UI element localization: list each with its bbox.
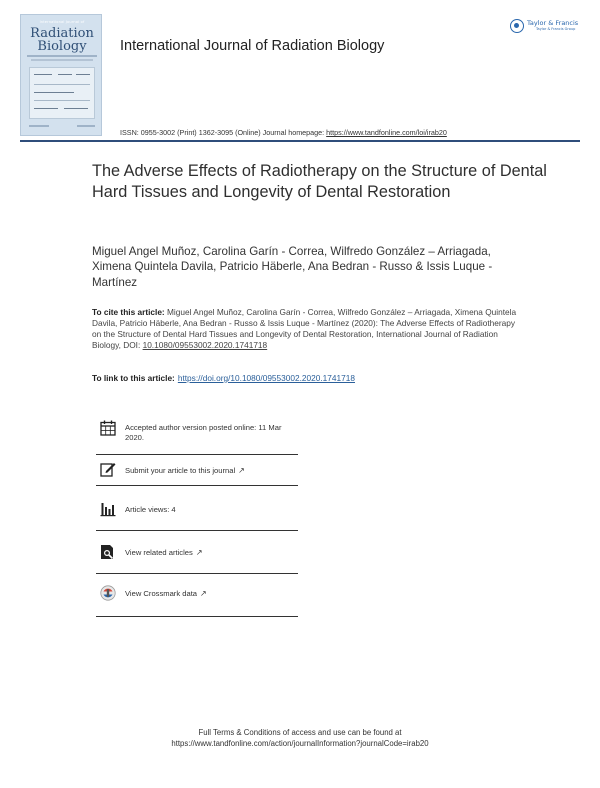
citation-doi-link[interactable]: 10.1080/09553002.2020.1741718	[142, 340, 268, 350]
external-link-icon: ↗	[200, 589, 207, 598]
article-title: The Adverse Effects of Radiotherapy on the Structure of Dental Hard Tissues and Longevity of Dental Restoration	[92, 162, 547, 201]
footer-terms-link[interactable]: https://www.tandfonline.com/action/journalInformation?journalCode=irab20	[171, 739, 429, 748]
cover-decoration	[29, 125, 49, 127]
article-authors: Miguel Angel Muñoz, Carolina Garín - Correa, Wilfredo González – Arriagada, Ximena Quintela Davila, Patricio Häberle, Ana Bedran - Russo & Issis Luque - Martínez	[92, 245, 493, 289]
publisher-name: Taylor & Francis	[527, 19, 579, 27]
article-views-text: Article views: 4	[125, 505, 176, 514]
bar-chart-icon	[100, 501, 116, 517]
crossmark-icon	[100, 585, 116, 601]
article-doi-link[interactable]: https://doi.org/10.1080/09553002.2020.1741718	[177, 373, 355, 383]
cover-title: Radiation Biology	[30, 26, 94, 54]
publisher-tagline: Taylor & Francis Group	[536, 27, 576, 31]
citation-block	[92, 307, 517, 351]
footer-terms-text: Full Terms & Conditions of access and use can be found at	[198, 728, 402, 737]
article-link-label: To link to this article:	[92, 373, 175, 383]
publisher-logo-icon	[510, 19, 524, 33]
journal-name: International Journal of Radiation Biology	[120, 38, 385, 54]
cover-top-text: International Journal of	[39, 20, 85, 24]
crossmark-row[interactable]	[96, 574, 298, 617]
crossmark-link[interactable]: View Crossmark data ↗	[125, 589, 207, 598]
journal-cover-image	[20, 14, 102, 136]
issn-line	[120, 128, 447, 137]
issn-text: ISSN: 0955-3002 (Print) 1362-3095 (Online) Journal homepage:	[120, 128, 327, 137]
cover-decoration	[31, 59, 93, 61]
cover-figure	[29, 67, 95, 119]
journal-homepage-link[interactable]: https://www.tandfonline.com/loi/irab20	[326, 128, 447, 137]
related-articles-icon	[100, 544, 116, 560]
cover-decoration	[77, 125, 95, 127]
citation-label: To cite this article:	[92, 307, 165, 317]
accepted-version-text: Accepted author version posted online: 11 Mar 2020.	[125, 423, 282, 442]
related-articles-row[interactable]	[96, 531, 298, 574]
publisher-logo[interactable]	[510, 17, 584, 39]
header-rule	[20, 140, 580, 142]
article-link-line	[92, 373, 355, 383]
page-footer	[0, 727, 600, 749]
citation-text: Miguel Angel Muñoz, Carolina Garín - Correa, Wilfredo González – Arriagada, Ximena Quintela Davila, Patricio Häberle, Ana Bedran - Russo & Issis Luque - Martínez (2020): The Adverse Effects of Radiotherapy on the Structure of Dental Hard Tissues and Longevity of Dental Restoration, International Journal of Radiation Biology, DOI:	[92, 307, 517, 350]
cover-decoration	[27, 55, 97, 57]
edit-icon	[100, 461, 116, 477]
article-views-row	[96, 486, 298, 531]
submit-article-row[interactable]	[96, 455, 298, 486]
submit-article-link[interactable]: Submit your article to this journal ↗	[125, 466, 245, 475]
calendar-icon	[100, 420, 116, 436]
external-link-icon: ↗	[195, 548, 203, 557]
accepted-version-row	[96, 417, 298, 455]
external-link-icon: ↗	[238, 466, 245, 475]
related-articles-link[interactable]: View related articles ↗	[125, 548, 203, 557]
